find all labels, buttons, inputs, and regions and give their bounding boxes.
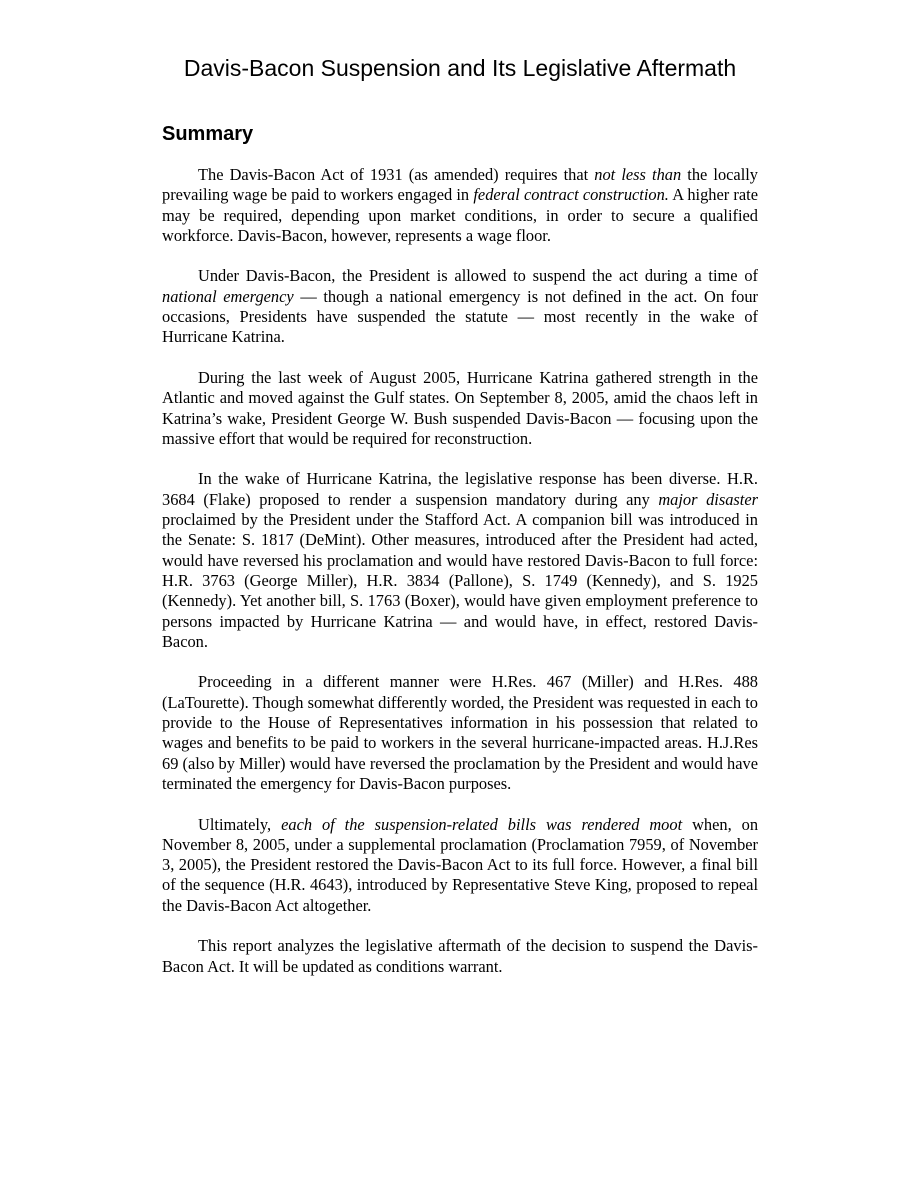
paragraph-text: In the wake of Hurricane Katrina, the legislative response has been diverse. H.R. 3684 (Flake) proposed to render a suspension mandatory during any: [162, 469, 758, 509]
paragraph-text: when, on November 8, 2005, under a supplemental proclamation (Proclamation 7959, of November 3, 2005), the President restored the Davis-Bacon Act to its full force. However, a final bill of the sequence (H.R. 4643), introduced by Representative Steve King, proposed to repeal the Davis-Bacon Act altogether.: [162, 814, 759, 915]
summary-paragraph: [162, 368, 758, 449]
document-title: Davis-Bacon Suspension and Its Legislative Aftermath: [183, 55, 737, 81]
emphasized-text: federal contract construction.: [473, 185, 669, 205]
emphasized-text: each of the suspension-related bills was rendered moot: [281, 814, 683, 834]
summary-paragraph: [162, 815, 758, 916]
summary-paragraph: [162, 266, 758, 347]
summary-body: [162, 165, 758, 997]
paragraph-text: A higher rate may be required, depending upon market conditions, in order to secure a qualified workforce. Davis-Bacon, however, represents a wage floor.: [162, 185, 758, 245]
summary-paragraph: [162, 936, 758, 977]
paragraph-text: This report analyzes the legislative aftermath of the decision to suspend the Davis-Bacon Act. It will be updated as conditions warrant.: [162, 936, 758, 976]
paragraph-text: During the last week of August 2005, Hurricane Katrina gathered strength in the Atlantic and moved against the Gulf states. On September 8, 2005, amid the chaos left in Katrina’s wake, President George W. Bush suspended Davis-Bacon — focusing upon the massive effort that would be required for reconstruction.: [162, 367, 758, 448]
summary-paragraph: [162, 165, 758, 246]
paragraph-text: Ultimately,: [198, 814, 282, 834]
paragraph-text: proclaimed by the President under the Stafford Act. A companion bill was introduced in the Senate: S. 1817 (DeMint). Other measures, introduced after the President had acted, would have reversed his proclamation and would have restored Davis-Bacon to full force: H.R. 3763 (George Miller), H.R. 3834 (Pallone), S. 1749 (Kennedy), and S. 1925 (Kennedy). Yet another bill, S. 1763 (Boxer), would have given employment preference to persons impacted by Hurricane Katrina — and would have, in effect, restored Davis-Bacon.: [162, 510, 758, 651]
emphasized-text: not less than: [594, 165, 682, 184]
summary-paragraph: [162, 672, 758, 794]
section-heading-summary: Summary: [162, 123, 254, 145]
paragraph-text: — though a national emergency is not defined in the act. On four occasions, Presidents have suspended the statute — most recently in the wake of Hurricane Katrina.: [162, 286, 759, 347]
paragraph-text: The Davis-Bacon Act of 1931 (as amended) requires that: [198, 165, 595, 184]
summary-paragraph: [162, 469, 758, 652]
paragraph-text: the locally prevailing wage be paid to workers engaged in: [162, 165, 759, 205]
emphasized-text: national emergency: [162, 286, 294, 306]
paragraph-text: Proceeding in a different manner were H.Res. 467 (Miller) and H.Res. 488 (LaTourette). Though somewhat differently worded, the President was requested in each to provide to the House of Representatives information in his possession that related to wages and benefits to be paid to workers in the several hurricane-impacted areas. H.J.Res 69 (also by Miller) would have reversed the proclamation by the President and would have terminated the emergency for Davis-Bacon purposes.: [162, 672, 758, 793]
paragraph-text: Under Davis-Bacon, the President is allowed to suspend the act during a time of: [198, 266, 758, 286]
emphasized-text: major disaster: [658, 489, 758, 509]
